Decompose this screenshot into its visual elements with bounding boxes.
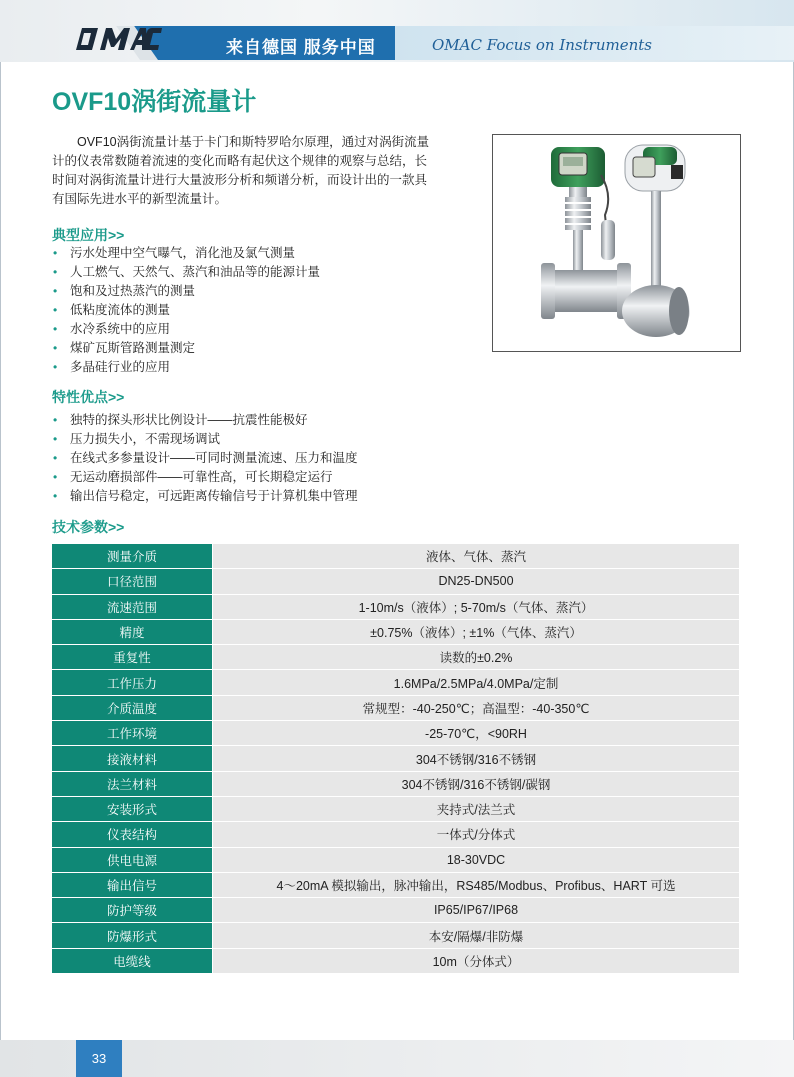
spec-value: 夹持式/法兰式 <box>213 796 740 821</box>
list-item: • 独特的探头形状比例设计——抗震性能极好 <box>52 411 358 430</box>
intro-paragraph: OVF10涡街流量计基于卡门和斯特罗哈尔原理，通过对涡街流量计的仪表常数随着流速的变化而略有起伏这个规律的观察与总结，长时间对涡街流量计进行大量波形分析和频谱分析，而设计出的一款具有国际先进水平的新型流量计。 <box>52 135 430 206</box>
table-row <box>52 771 739 796</box>
spec-value: DN25-DN500 <box>213 569 740 594</box>
table-row <box>52 822 739 847</box>
list-item: • 输出信号稳定，可远距离传输信号于计算机集中管理 <box>52 487 358 506</box>
list-item: • 多晶硅行业的应用 <box>52 358 320 377</box>
spec-value: 一体式/分体式 <box>213 822 740 847</box>
spec-value: 1.6MPa/2.5MPa/4.0MPa/定制 <box>213 670 740 695</box>
list-item: • 饱和及过热蒸汽的测量 <box>52 282 320 301</box>
page-number: 33 <box>76 1040 122 1077</box>
flowmeter-illustration <box>493 135 740 351</box>
list-item: • 无运动磨损部件——可靠性高，可长期稳定运行 <box>52 468 358 487</box>
page-title: OVF10涡街流量计 <box>52 88 257 116</box>
spec-value: -25-70℃，<90RH <box>213 721 740 746</box>
table-row <box>52 923 739 948</box>
spec-table <box>52 544 739 974</box>
spec-value: 本安/隔爆/非防爆 <box>213 923 740 948</box>
list-item: • 煤矿瓦斯管路测量测定 <box>52 339 320 358</box>
spec-label: 安装形式 <box>52 796 213 821</box>
specs-heading: 技术参数>> <box>52 519 125 535</box>
omac-logo <box>72 24 162 54</box>
spec-label: 工作压力 <box>52 670 213 695</box>
spec-label: 电缆线 <box>52 948 213 973</box>
table-row <box>52 594 739 619</box>
table-row <box>52 898 739 923</box>
page-header <box>0 0 794 62</box>
list-item: • 水冷系统中的应用 <box>52 320 320 339</box>
spec-label: 接液材料 <box>52 746 213 771</box>
spec-value: 304不锈钢/316不锈钢/碳钢 <box>213 771 740 796</box>
list-item: • 在线式多参量设计——可同时测量流速、压力和温度 <box>52 449 358 468</box>
table-row <box>52 872 739 897</box>
table-row <box>52 796 739 821</box>
spec-label: 重复性 <box>52 645 213 670</box>
table-row <box>52 847 739 872</box>
spec-label: 流速范围 <box>52 594 213 619</box>
list-item: • 人工燃气、天然气、蒸汽和油品等的能源计量 <box>52 263 320 282</box>
spec-label: 介质温度 <box>52 695 213 720</box>
spec-value: 读数的±0.2% <box>213 645 740 670</box>
table-row <box>52 544 739 569</box>
header-slogan-cn: 来自德国 服务中国 <box>226 38 376 57</box>
spec-value: 常规型：-40-250℃；高温型：-40-350℃ <box>213 695 740 720</box>
spec-label: 仪表结构 <box>52 822 213 847</box>
spec-label: 精度 <box>52 619 213 644</box>
spec-label: 供电电源 <box>52 847 213 872</box>
table-row <box>52 619 739 644</box>
list-item: • 压力损失小，不需现场调试 <box>52 430 358 449</box>
spec-value: 304不锈钢/316不锈钢 <box>213 746 740 771</box>
spec-label: 防爆形式 <box>52 923 213 948</box>
spec-label: 防护等级 <box>52 898 213 923</box>
product-photo <box>492 134 741 352</box>
table-row <box>52 569 739 594</box>
table-row <box>52 746 739 771</box>
spec-value: IP65/IP67/IP68 <box>213 898 740 923</box>
spec-label: 工作环境 <box>52 721 213 746</box>
table-row <box>52 721 739 746</box>
list-item: • 污水处理中空气曝气，消化池及氯气测量 <box>52 244 320 263</box>
table-row <box>52 645 739 670</box>
spec-label: 口径范围 <box>52 569 213 594</box>
spec-label: 输出信号 <box>52 872 213 897</box>
spec-value: 4～20mA 模拟输出，脉冲输出，RS485/Modbus、Profibus、HART 可选 <box>213 872 740 897</box>
spec-value: ±0.75%（液体）; ±1%（气体、蒸汽） <box>213 619 740 644</box>
table-row <box>52 695 739 720</box>
features-list <box>52 411 358 506</box>
spec-value: 液体、气体、蒸汽 <box>213 544 740 569</box>
table-row <box>52 948 739 973</box>
applications-list <box>52 244 320 377</box>
spec-value: 10m（分体式） <box>213 948 740 973</box>
spec-label: 测量介质 <box>52 544 213 569</box>
spec-value: 18-30VDC <box>213 847 740 872</box>
features-heading: 特性优点>> <box>52 389 125 405</box>
applications-heading: 典型应用>> <box>52 227 125 243</box>
header-slogan-en: OMAC Focus on Instruments <box>432 36 652 54</box>
spec-label: 法兰材料 <box>52 771 213 796</box>
table-row <box>52 670 739 695</box>
list-item: • 低粘度流体的测量 <box>52 301 320 320</box>
spec-value: 1-10m/s（液体）; 5-70m/s（气体、蒸汽） <box>213 594 740 619</box>
